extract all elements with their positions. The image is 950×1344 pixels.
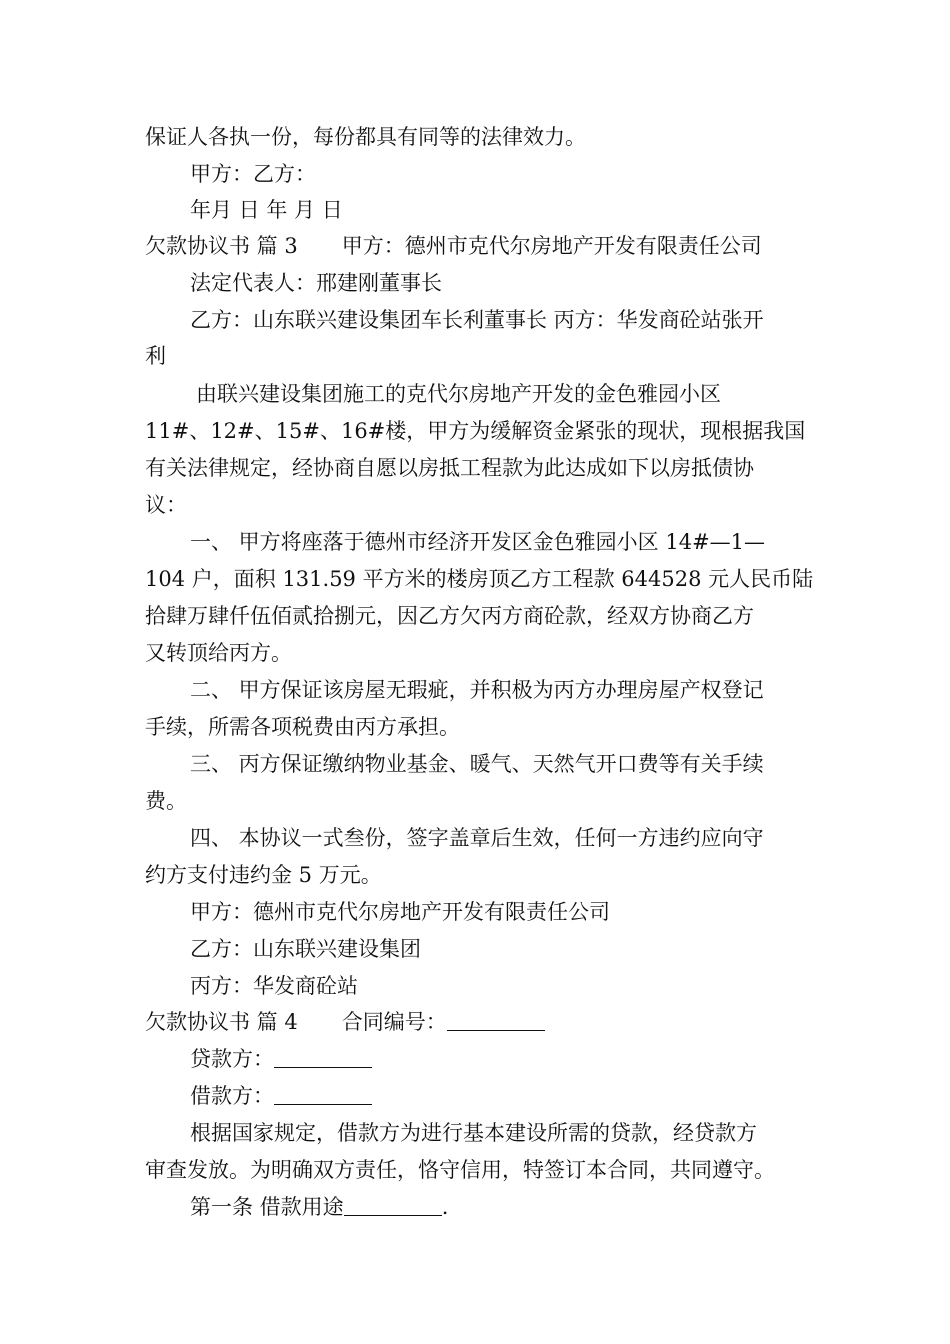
clause-3-line: 费。 xyxy=(145,789,187,813)
paragraph-line: 保证人各执一份，每份都具有同等的法律效力。 xyxy=(145,125,586,149)
section-3-heading-row xyxy=(145,226,815,266)
clause-2-line: 手续，所需各项税费由丙方承担。 xyxy=(145,715,460,739)
clause-1-line: 一、 甲方将座落于德州市经济开发区金色雅园小区 14#—1— xyxy=(190,530,766,554)
borrower-blank xyxy=(274,1082,372,1105)
legal-representative-line: 法定代表人：邢建刚董事长 xyxy=(190,271,442,295)
paragraph-line: 由联兴建设集团施工的克代尔房地产开发的金色雅园小区 xyxy=(196,382,721,406)
section-4-heading-row xyxy=(145,1002,815,1042)
paragraph-line: 11#、12#、15#、16#楼，甲方为缓解资金紧张的现状，现根据我国 xyxy=(145,419,806,443)
clause-4-line: 约方支付违约金 5 万元。 xyxy=(145,863,382,887)
lender-label: 贷款方： xyxy=(190,1047,274,1071)
paragraph-line: 审查发放。为明确双方责任，恪守信用，特签订本合同，共同遵守。 xyxy=(145,1158,775,1182)
signature-parties-line: 甲方：乙方： xyxy=(190,162,316,186)
signature-party-b: 乙方：山东联兴建设集团 xyxy=(190,937,421,961)
article-1-blank xyxy=(344,1193,442,1216)
contract-number-blank xyxy=(447,1008,545,1031)
signature-party-a: 甲方：德州市克代尔房地产开发有限责任公司 xyxy=(190,900,610,924)
clause-4-line: 四、 本协议一式叁份，签字盖章后生效，任何一方违约应向守 xyxy=(190,826,764,850)
paragraph-line: 有关法律规定，经协商自愿以房抵工程款为此达成如下以房抵债协 xyxy=(145,456,754,480)
paragraph-line: 利 xyxy=(145,344,166,368)
section-4-title: 欠款协议书 篇 4 xyxy=(145,1010,298,1034)
article-1-label: 第一条 借款用途 xyxy=(190,1195,344,1219)
clause-2-line: 二、 甲方保证该房屋无瑕疵，并积极为丙方办理房屋产权登记 xyxy=(190,678,764,702)
section-3-title: 欠款协议书 篇 3 xyxy=(145,234,298,258)
borrower-row xyxy=(190,1076,815,1116)
article-1-row xyxy=(190,1187,815,1227)
signature-date-line: 年月 日 年 月 日 xyxy=(190,198,343,222)
paragraph-line: 根据国家规定，借款方为进行基本建设所需的贷款，经贷款方 xyxy=(190,1121,757,1145)
signature-party-c: 丙方：华发商砼站 xyxy=(190,974,358,998)
article-1-end: . xyxy=(441,1195,449,1219)
clause-1-line: 拾肆万肆仟伍佰贰拾捌元，因乙方欠丙方商砼款，经双方协商乙方 xyxy=(145,604,754,628)
clause-1-line: 又转顶给丙方。 xyxy=(145,641,292,665)
parties-line: 乙方：山东联兴建设集团车长利董事长 丙方：华发商砼站张开 xyxy=(190,308,764,332)
lender-row xyxy=(190,1039,815,1079)
borrower-label: 借款方： xyxy=(190,1084,274,1108)
clause-1-line: 104 户，面积 131.59 平方米的楼房顶乙方工程款 644528 元人民币陆 xyxy=(145,567,814,591)
paragraph-line: 议： xyxy=(145,493,187,517)
lender-blank xyxy=(274,1045,372,1068)
section-3-party-a: 甲方：德州市克代尔房地产开发有限责任公司 xyxy=(341,234,762,258)
contract-number-label: 合同编号： xyxy=(341,1010,447,1034)
clause-3-line: 三、 丙方保证缴纳物业基金、暖气、天然气开口费等有关手续 xyxy=(190,752,764,776)
